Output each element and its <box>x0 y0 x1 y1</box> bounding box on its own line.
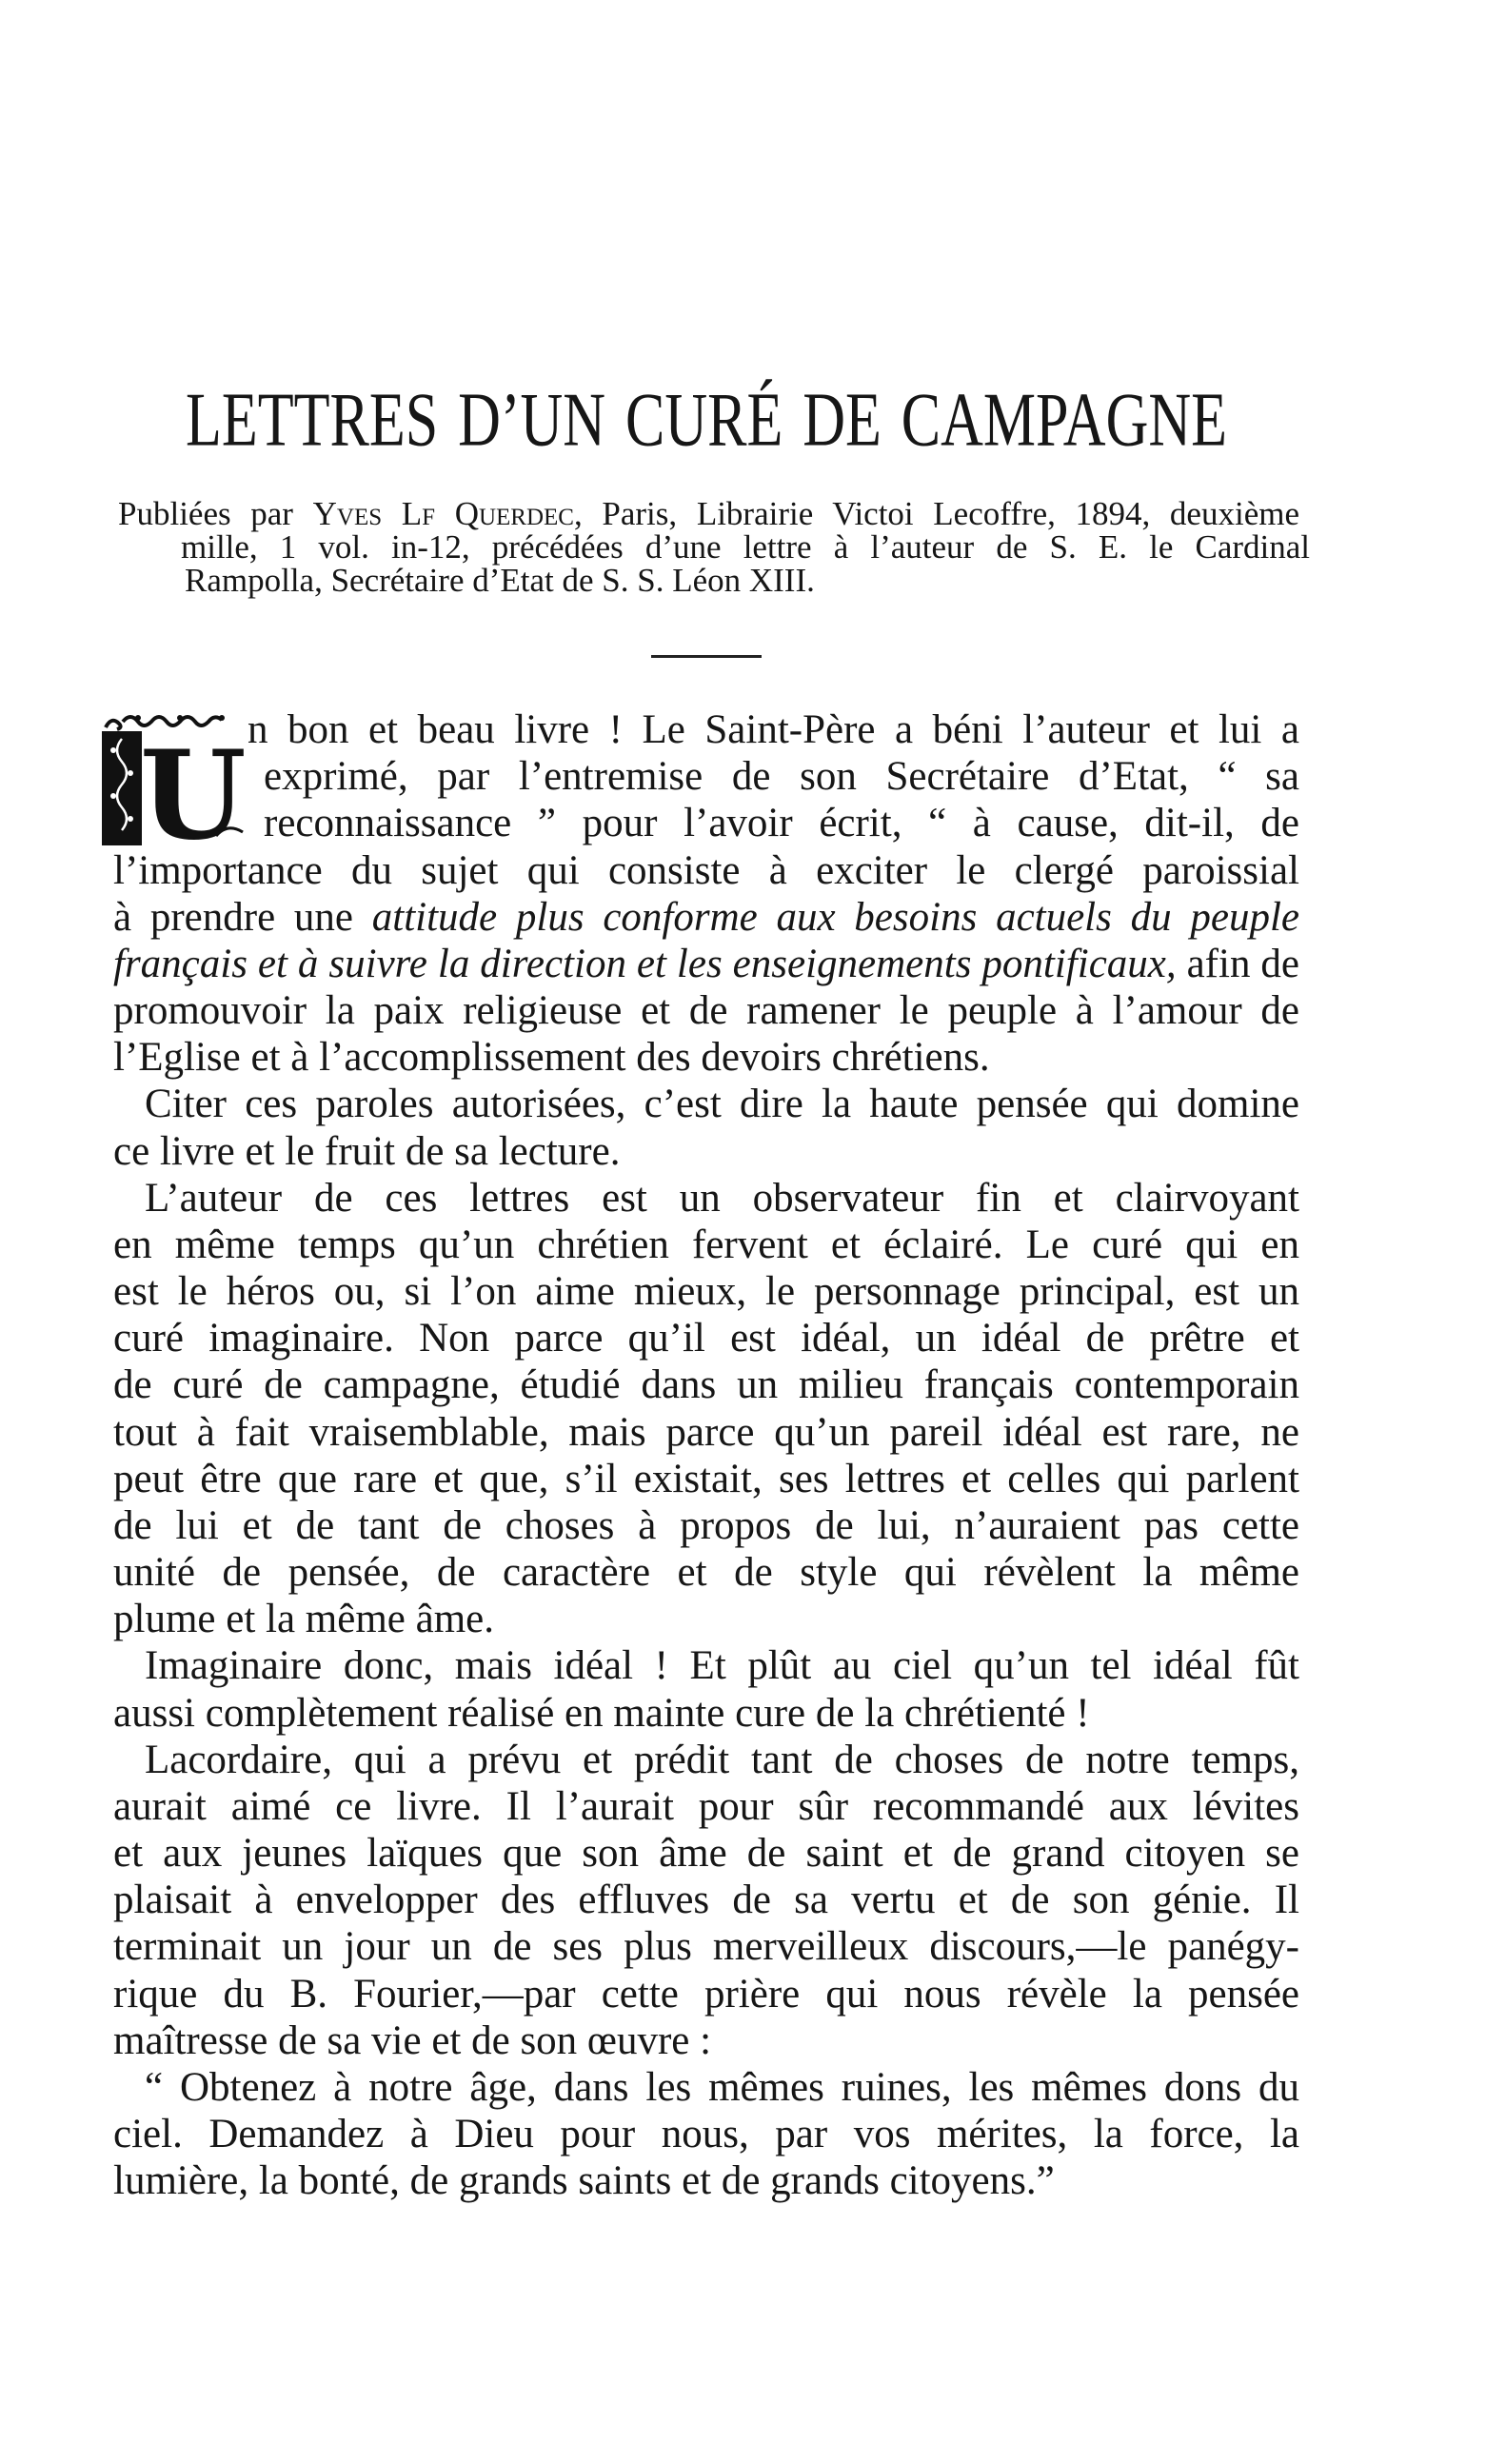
paragraph <box>113 706 1299 1081</box>
text-line: L’auteur de ces lettres est un observateur fin et clairvoyant <box>145 1175 1299 1221</box>
text-line: promouvoir la paix religieuse et de ramener le peuple à l’amour de <box>113 988 1299 1034</box>
page-title: LETTRES D’UN CURÉ DE CAMPAGNE <box>186 378 1227 463</box>
citation-lead: Publiées par <box>118 495 313 532</box>
text-line: ciel. Demandez à Dieu pour nous, par vos mérites, la force, la <box>113 2112 1299 2157</box>
text-segment: à prendre une <box>113 894 372 940</box>
text-line: “ Obtenez à notre âge, dans les mêmes ruines, les mêmes dons du <box>145 2064 1299 2110</box>
text-line: tout à fait vraisemblable, mais parce qu’un pareil idéal est rare, ne <box>113 1409 1299 1455</box>
text-line: l’importance du sujet qui consiste à exciter le clergé paroissial <box>113 847 1299 893</box>
text-line: lumière, la bonté, de grands saints et de grands citoyens.” <box>113 2158 1055 2204</box>
italic-quote: français et à suivre la direction et les enseignements pontificaux, <box>113 941 1177 986</box>
paragraph <box>113 1081 1299 1174</box>
text-line: unité de pensée, de caractère et de style qui révèlent la même <box>113 1550 1299 1596</box>
text-line: aussi complètement réalisé en mainte cure de la chrétienté ! <box>113 1690 1090 1736</box>
citation-line <box>118 497 1299 530</box>
section-divider <box>651 655 762 658</box>
article-body <box>113 706 1299 2205</box>
text-line: plaisait à envelopper des effluves de sa vertu et de son génie. Il <box>113 1878 1299 1923</box>
text-line: exprimé, par l’entremise de son Secrétaire d’Etat, “ sa <box>264 754 1299 800</box>
text-line: peut être que rare et que, s’il existait, ses lettres et celles qui parlent <box>113 1456 1299 1501</box>
text-line: Citer ces paroles autorisées, c’est dire la haute pensée qui domine <box>145 1082 1299 1127</box>
text-line: rique du B. Fourier,—par cette prière qui nous révèle la pensée <box>113 1971 1299 2017</box>
text-line: reconnaissance ” pour l’avoir écrit, “ à cause, dit-il, de <box>264 801 1299 846</box>
text-line: de curé de campagne, étudié dans un milieu français contemporain <box>113 1362 1299 1408</box>
text-line: curé imaginaire. Non parce qu’il est idéal, un idéal de prêtre et <box>113 1316 1299 1361</box>
citation-publisher: , Paris, Librairie Victoi Lecoffre, 1894, deuxième <box>574 495 1299 532</box>
citation-line: mille, 1 vol. in-12, précédées d’une lettre à l’auteur de S. E. le Cardinal <box>181 528 1310 566</box>
text-line <box>113 894 1299 941</box>
text-segment: afin de <box>1176 941 1300 986</box>
text-line: n bon et beau livre ! Le Saint-Père a béni l’auteur et lui a <box>248 707 1299 752</box>
text-line: plume et la même âme. <box>113 1597 494 1642</box>
text-line: terminait un jour un de ses plus merveilleux discours,—le panégy- <box>113 1924 1299 1970</box>
paragraph <box>113 1175 1299 1643</box>
text-line: de lui et de tant de choses à propos de lui, n’auraient pas cette <box>113 1502 1299 1548</box>
italic-quote: attitude plus conforme aux besoins actuels du peuple <box>371 894 1299 940</box>
text-line: et aux jeunes laïques que son âme de saint et de grand citoyen se <box>113 1831 1299 1877</box>
text-line: en même temps qu’un chrétien fervent et éclairé. Le curé qui en <box>113 1222 1299 1267</box>
citation-author: Yves Lf Querdec <box>312 495 574 532</box>
text-line: maîtresse de sa vie et de son œuvre : <box>113 2017 712 2063</box>
text-line: ce livre et le fruit de sa lecture. <box>113 1128 621 1174</box>
text-line: est le héros ou, si l’on aime mieux, le personnage principal, est un <box>113 1269 1299 1315</box>
text-line <box>113 941 1299 987</box>
citation-line: Rampolla, Secrétaire d’Etat de S. S. Léon XIII. <box>185 562 815 599</box>
paragraph <box>113 2064 1299 2205</box>
bibliographic-citation <box>118 497 1310 597</box>
paragraph <box>113 1737 1299 2064</box>
text-line: aurait aimé ce livre. Il l’aurait pour sûr recommandé aux lévites <box>113 1783 1299 1829</box>
text-line: Lacordaire, qui a prévu et prédit tant de choses de notre temps, <box>145 1737 1299 1782</box>
text-line: l’Eglise et à l’accomplissement des devoirs chrétiens. <box>113 1035 990 1081</box>
paragraph <box>113 1642 1299 1736</box>
drop-cap-letter: U <box>140 725 247 845</box>
text-line: Imaginaire donc, mais idéal ! Et plût au ciel qu’un tel idéal fût <box>145 1643 1299 1689</box>
